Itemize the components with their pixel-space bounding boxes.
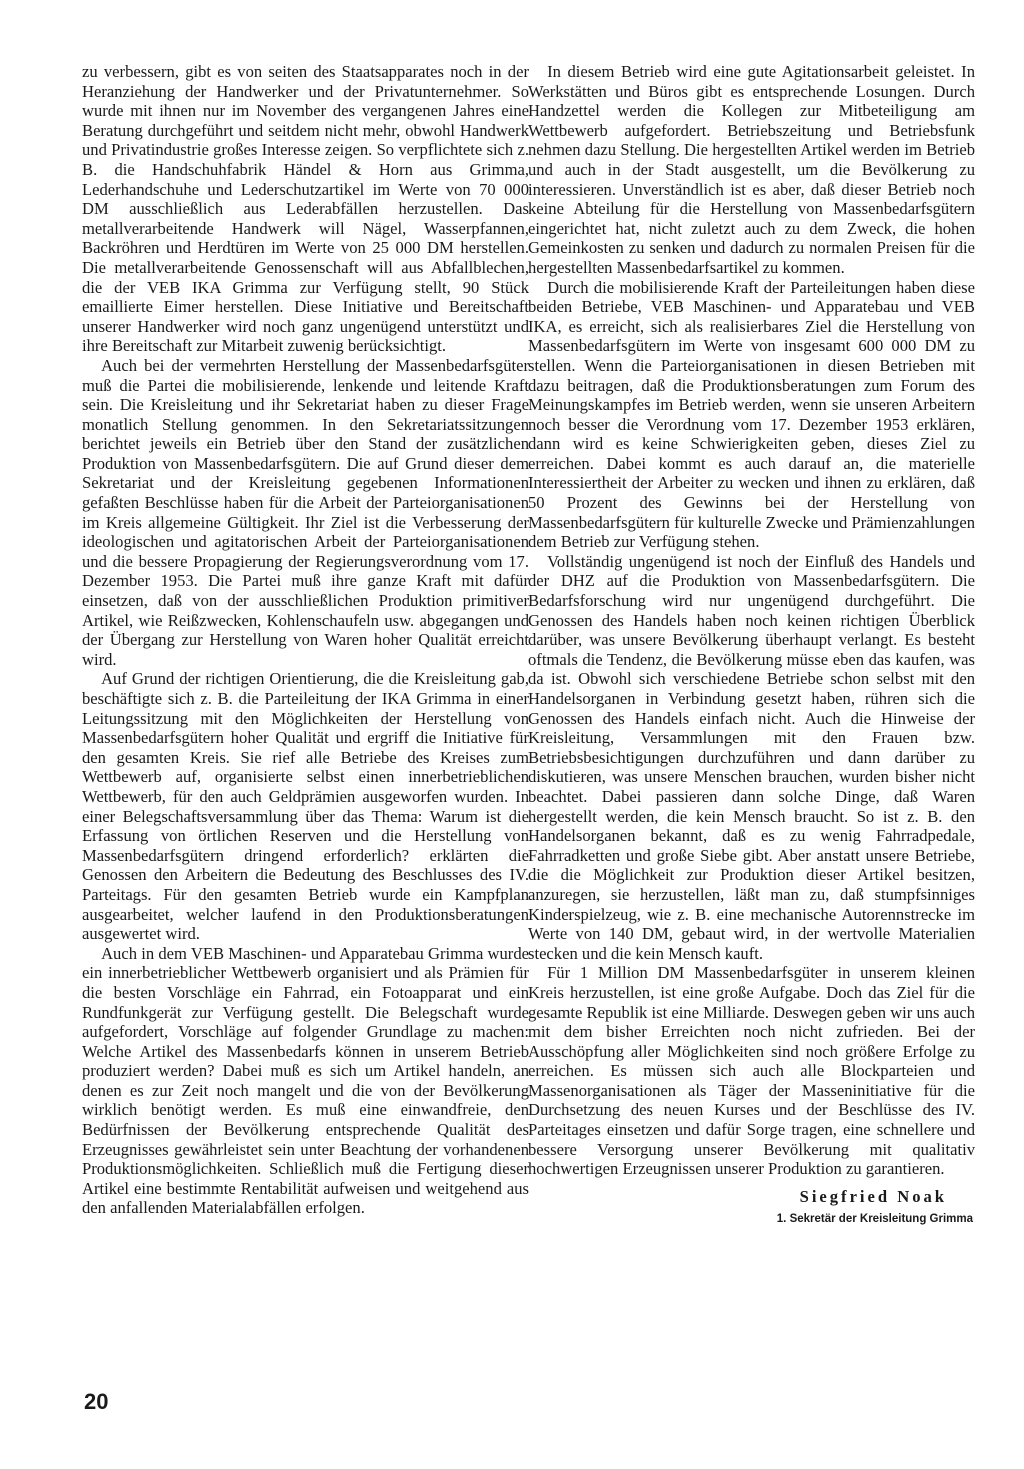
author-signature: Siegfried Noak — [799, 1186, 947, 1206]
paragraph: Durch die mobilisierende Kraft der Parteileitungen haben diese beiden Betriebe, VEB Maschinen- und Apparatebau und VEB IKA, es erreicht, sich als realisierbares Ziel die Herstellung von Massenbedarfsgütern im Werte von insgesamt 600 000 DM zu stellen. Wenn die Parteiorganisationen in diesen Betrieben mit dazu beitragen, daß die Produktionsberatungen zum Forum des Meinungskampfes im Betrieb werden, wenn sie unseren Arbeitern noch besser die Verordnung vom 17. Dezember 1953 erklären, dann wird es keine Schwierigkeiten geben, dieses Ziel zu erreichen. Dabei kommt es auch darauf an, die materielle Interessiertheit der Arbeiter zu wecken und ihnen zu erklären, daß 50 Prozent des Gewinns bei der Herstellung von Massenbedarfsgütern für kulturelle Zwecke und Prämienzahlungen dem Betrieb zur Verfügung stehen. — [528, 277, 975, 552]
paragraph: Auch in dem VEB Maschinen- und Apparatebau Grimma wurde ein innerbetrieblicher Wettbewerb organisiert und als Prämien für die besten Vorschläge ein Fahrrad, ein Fotoapparat und ein Rundfunkgerät zur Verfügung gestellt. Die Belegschaft wurde aufgefordert, Vorschläge auf folgender Grundlage zu machen: Welche Artikel des Massenbedarfs können in unserem Betrieb produziert werden? Dabei muß es sich um Artikel handeln, an denen es zur Zeit noch mangelt und die von der Bevölkerung wirklich benötigt werden. Es muß eine einwandfreie, den Bedürfnissen der Bevölkerung entsprechende Qualität des Erzeugnisses gewährleistet sein unter Beachtung der vorhandenen Produktionsmöglichkeiten. Schließlich muß die Fertigung dieser Artikel eine bestimmte Rentabilität aufweisen und weitgehend aus den anfallenden Materialabfällen erfolgen. — [82, 943, 529, 1218]
paragraph: Auf Grund der richtigen Orientierung, die die Kreisleitung gab, beschäftigte sich z. B. die Parteileitung der IKA Grimma in einer Leitungssitzung mit den Möglichkeiten der Herstellung von Massenbedarfsgütern hoher Qualität und ergriff die Initiative für den gesamten Kreis. Sie rief alle Betriebe des Kreises zum Wettbewerb auf, organisierte selbst einen innerbetrieblichen Wettbewerb, für den auch Geldprämien ausgeworfen wurden. In einer Belegschaftsversammlung über das Thema: Warum ist die Erfassung von örtlichen Reserven und die Herstellung von Massenbedarfsgütern dringend erforderlich? erklärten die Genossen den Arbeitern die Bedeutung des Beschlusses des IV. Parteitags. Für den gesamten Betrieb wurde ein Kampfplan ausgearbeitet, welcher laufend in den Produktionsberatungen ausgewertet wird. — [82, 669, 529, 944]
paragraph: Auch bei der vermehrten Herstellung der Massenbedarfsgüter muß die Partei die mobilisierende, lenkende und leitende Kraft sein. Die Kreisleitung und ihr Sekretariat haben zu dieser Frage monatlich Stellung genommen. In den Sekretariatssitzungen berichtet jeweils ein Betrieb über den Stand der zusätzlichen Produktion von Massenbedarfsgütern. Die auf Grund dieser dem Sekretariat und der Kreisleitung gegebenen Informationen gefaßten Beschlüsse haben für die Arbeit der Parteiorganisationen im Kreis allgemeine Gültigkeit. Ihr Ziel ist die Verbesserung der ideologischen und agitatorischen Arbeit der Parteiorganisationen und die bessere Propagierung der Regierungsverordnung vom 17. Dezember 1953. Die Partei muß ihre ganze Kraft mit dafür einsetzen, daß von der ausschließlichen Produktion primitiver Artikel, wie Reißzwecken, Kohlenschaufeln usw. abgegangen und der Übergang zur Herstellung von Waren hoher Qualität erreicht wird. — [82, 355, 529, 669]
right-column — [528, 62, 975, 1230]
author-role: 1. Sekretär der Kreisleitung Grimma — [776, 1213, 973, 1226]
paragraph: Für 1 Million DM Massenbedarfsgüter in unserem kleinen Kreis herzustellen, ist eine große Aufgabe. Doch das Ziel für die gesamte Republik ist eine Milliarde. Deswegen geben wir uns auch mit dem bisher Erreichten noch nicht zufrieden. Bei der Ausschöpfung aller Möglichkeiten sind noch größere Erfolge zu erreichen. Es müssen sich auch alle Blockparteien und Massenorganisationen als Täger der Masseninitiative für die Durchsetzung des neuen Kurses und der Beschlüsse des IV. Parteitages einsetzen und dafür Sorge tragen, eine schnellere und bessere Versorgung unserer Bevölkerung mit qualitativ hochwertigen Erzeugnissen unserer Produktion zu garantieren. — [528, 963, 975, 1179]
paragraph: zu verbessern, gibt es von seiten des Staatsapparates noch in der Heranziehung der Handwerker und der Privatunternehmer. So wurde mit ihnen nur im November des vergangenen Jahres eine Beratung durchgeführt und seitdem nicht mehr, obwohl Handwerk und Privatindustrie großes Interesse zeigen. So verpflichtete sich z. B. die Handschuhfabrik Händel & Horn aus Grimma, Lederhandschuhe und Lederschutzartikel im Werte von 70 000 DM ausschließlich aus Lederabfällen herzustellen. Das metallverarbeitende Handwerk will Nägel, Wasserpfannen, Backröhren und Herdtüren im Werte von 25 000 DM herstellen. Die metallverarbeitende Genossenschaft will aus Abfallblechen, die der VEB IKA Grimma zur Verfügung stellt, 90 Stück emaillierte Eimer herstellen. Diese Initiative und Bereitschaft unserer Handwerker wird noch ganz ungenügend unterstützt und ihre Bereitschaft zur Mitarbeit zuwenig berücksichtigt. — [82, 62, 529, 356]
paragraph: In diesem Betrieb wird eine gute Agitationsarbeit geleistet. In Werkstätten und Büros gibt es entsprechende Losungen. Durch Handzettel werden die Kollegen zur Mitbeteiligung am Wettbewerb aufgefordert. Betriebszeitung und Betriebsfunk nehmen dazu Stellung. Die hergestellten Artikel werden im Betrieb und auch in der Stadt ausgestellt, um die Bevölkerung zu interessieren. Unverständlich ist es aber, daß dieser Betrieb noch keine Abteilung für die Herstellung von Massenbedarfsgütern eingerichtet hat, nicht zuletzt auch zu dem Zweck, die hohen Gemeinkosten zu senken und dadurch zu normalen Preisen für die hergestellten Massenbedarfsartikel zu kommen. — [528, 62, 975, 277]
paragraph: Vollständig ungenügend ist noch der Einfluß des Handels und der DHZ auf die Produktion von Massenbedarfsgütern. Die Bedarfsforschung wird nur ungenügend durchgeführt. Die Genossen des Handels haben noch keinen richtigen Überblick darüber, was unsere Bevölkerung überhaupt verlangt. Es besteht oftmals die Tendenz, die Bevölkerung müsse eben das kaufen, was da ist. Obwohl sich verschiedene Betriebe schon selbst mit den Handelsorganen in Verbindung gesetzt haben, rühren sich die Genossen des Handels einfach nicht. Auch die Hinweise der Kreisleitung, Versammlungen mit den Frauen bzw. Betriebsbesichtigungen durchzuführen und dann darüber zu diskutieren, was unsere Menschen brauchen, wurden bisher nicht beachtet. Dabei passieren dann solche Dinge, daß Waren hergestellt werden, die kein Mensch braucht. So ist z. B. den Handelsorganen bekannt, daß es zu wenig Fahrradpedale, Fahrradketten und große Siebe gibt. Aber anstatt unsere Betriebe, die die Möglichkeit zur Produktion dieser Artikel besitzen, anzuregen, sie herzustellen, läßt man zu, daß stumpfsinniges Kinderspielzeug, wie z. B. eine mechanische Autorennstrecke im Werte von 140 DM, gebaut wird, in der wertvolle Materialien stecken und die kein Mensch kauft. — [528, 551, 975, 963]
left-column — [82, 62, 529, 1218]
page-number: 20 — [84, 1389, 109, 1414]
